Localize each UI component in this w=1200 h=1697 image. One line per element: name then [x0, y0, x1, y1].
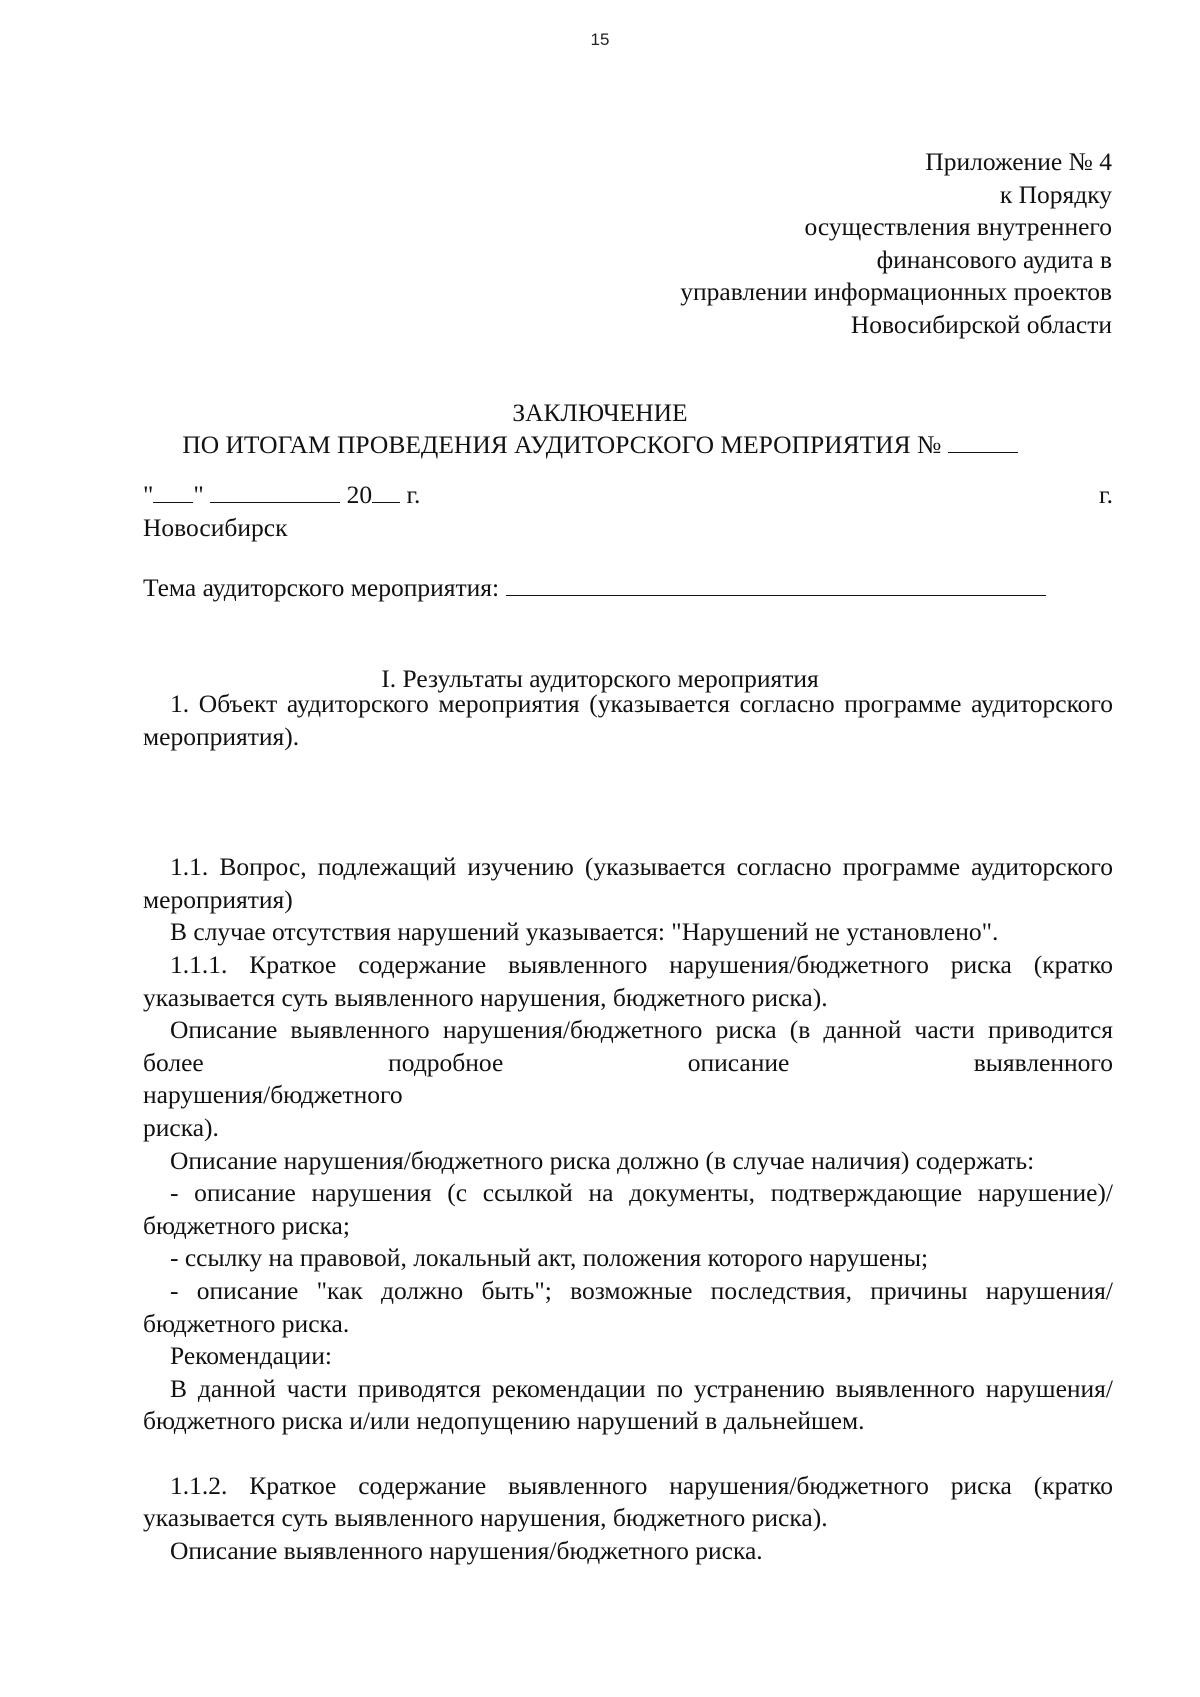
title-line-2-text: ПО ИТОГАМ ПРОВЕДЕНИЯ АУДИТОРСКОГО МЕРОПРИЯТИЯ № — [182, 430, 942, 459]
paragraph: Описание выявленного нарушения/бюджетного риска. — [170, 1536, 763, 1566]
section-title: I. Результаты аудиторского мероприятия — [381, 664, 819, 693]
paragraph: - описание "как должно быть"; возможные последствия, причины нарушения/бюджетного риска. — [143, 1275, 1113, 1338]
paragraph: нарушения/бюджетного — [143, 1080, 403, 1110]
city-name: Новосибирск — [143, 513, 288, 542]
quote-close: " — [193, 480, 204, 509]
quote-open: " — [143, 480, 154, 509]
document-title — [0, 397, 1200, 461]
title-line-1: ЗАКЛЮЧЕНИЕ — [512, 398, 688, 427]
paragraph: В данной части приводятся рекомендации по устранению выявленного нарушения/бюджетного риска и/или недопущению нарушений в дальнейшем. — [143, 1373, 1113, 1436]
body-text — [143, 689, 1113, 1568]
page-number: 15 — [590, 30, 610, 49]
appendix-header — [680, 146, 1112, 341]
paragraph: В случае отсутствия нарушений указывается: "Нарушений не установлено". — [170, 917, 999, 947]
paragraph: Описание выявленного нарушения/бюджетного риска (в данной части приводится более подробное описание выявленного — [143, 1015, 1113, 1077]
paragraph: 1.1. Вопрос, подлежащий изучению (указывается согласно программе аудиторского мероприятия) — [143, 852, 1113, 914]
paragraph: 1.1.1. Краткое содержание выявленного нарушения/бюджетного риска (кратко указывается суть выявленного нарушения, бюджетного риска). — [143, 949, 1113, 1012]
number-blank — [948, 430, 1018, 453]
topic-line — [143, 573, 1113, 603]
appendix-line: Приложение № 4 — [925, 147, 1112, 176]
title-line-2 — [0, 429, 1200, 461]
paragraph: 1.1.2. Краткое содержание выявленного нарушения/бюджетного риска (кратко указывается суть выявленного нарушения, бюджетного риска). — [143, 1470, 1113, 1533]
date-line — [143, 480, 1113, 510]
appendix-line: к Порядку — [999, 179, 1112, 209]
paragraph: - описание нарушения (с ссылкой на документы, подтверждающие нарушение)/бюджетного риска; — [143, 1178, 1113, 1240]
paragraph: Описание нарушения/бюджетного риска должно (в случае наличия) содержать: — [170, 1145, 1035, 1175]
appendix-line: осуществления внутреннего — [804, 212, 1112, 241]
topic-blank — [506, 573, 1046, 596]
month-blank — [210, 480, 340, 503]
day-blank — [153, 480, 193, 503]
paragraph: Рекомендации: — [170, 1341, 332, 1371]
year-prefix: 20 — [346, 480, 373, 509]
paragraph: риска). — [143, 1112, 219, 1142]
city-prefix: г. — [1099, 480, 1113, 509]
paragraph: - ссылку на правовой, локальный акт, положения которого нарушены; — [170, 1243, 929, 1273]
appendix-line: финансового аудита в — [876, 244, 1112, 274]
topic-label: Тема аудиторского мероприятия: — [143, 573, 500, 602]
year-suffix: г. — [406, 480, 421, 509]
appendix-line: управлении информационных проектов — [680, 277, 1112, 306]
paragraph: 1. Объект аудиторского мероприятия (указывается согласно программе аудиторского мероприятия). — [143, 689, 1113, 751]
appendix-line: Новосибирской области — [850, 309, 1112, 339]
year-blank — [372, 480, 400, 503]
